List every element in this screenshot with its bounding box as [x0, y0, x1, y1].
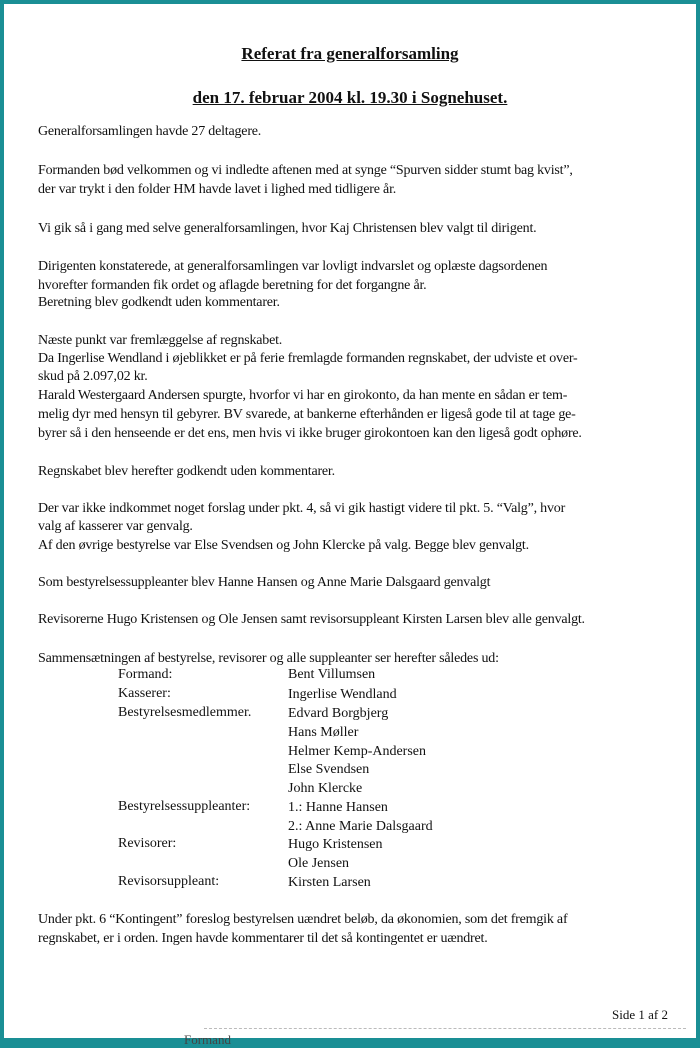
- paragraph-line: melig dyr med hensyn til gebyrer. BV svarede, at bankerne efterhånden er ligeså gode til at tage ge-: [38, 407, 576, 422]
- paragraph-line: Dirigenten konstaterede, at generalforsamlingen var lovligt indvarslet og oplæste dagsordenen: [38, 259, 548, 274]
- paragraph-line: Næste punkt var fremlæggelse af regnskabet.: [38, 333, 283, 348]
- paragraph-line: Under pkt. 6 “Kontingent” foreslog bestyrelsen uændret beløb, da økonomien, som det fremgik af: [38, 912, 568, 927]
- roster-value: 2.: Anne Marie Dalsgaard: [288, 819, 433, 834]
- paragraph-line: valg af kasserer var genvalg.: [38, 519, 193, 534]
- roster-value: Bent Villumsen: [288, 667, 376, 682]
- page-number: Side 1 af 2: [612, 1007, 668, 1022]
- document-page: [4, 4, 696, 1047]
- paragraph-line: regnskabet, er i orden. Ingen havde kommentarer til det så kontingentet er uændret.: [38, 931, 488, 946]
- document-title: Referat fra generalforsamling: [241, 44, 459, 63]
- roster-value: 1.: Hanne Hansen: [288, 800, 388, 815]
- paragraph-line: byrer så i den henseende er det ens, men hvis vi ikke bruger girokontoen kan den ligeså godt ophøre.: [38, 426, 582, 441]
- roster-label: Formand:: [118, 667, 173, 682]
- document-subtitle: den 17. februar 2004 kl. 19.30 i Sognehuset.: [192, 88, 508, 107]
- roster-value: Else Svendsen: [288, 762, 370, 777]
- paragraph-line: Formanden bød velkommen og vi indledte aftenen med at synge “Spurven sidder stumt bag kvist”,: [38, 163, 573, 178]
- cutoff-text: Formand: [184, 1032, 231, 1047]
- roster-label: Bestyrelsessuppleanter:: [118, 799, 251, 814]
- paragraph-line: Generalforsamlingen havde 27 deltagere.: [38, 124, 262, 139]
- roster-value: Edvard Borgbjerg: [288, 706, 389, 721]
- roster-value: John Klercke: [288, 781, 363, 796]
- footer-divider: [204, 1028, 686, 1029]
- paragraph-line: Af den øvrige bestyrelse var Else Svendsen og John Klercke på valg. Begge blev genvalgt.: [38, 538, 529, 553]
- roster-label: Revisorsuppleant:: [118, 874, 220, 889]
- paragraph-line: Vi gik så i gang med selve generalforsamlingen, hvor Kaj Christensen blev valgt til dirigent.: [38, 221, 537, 236]
- paragraph-line: Der var ikke indkommet noget forslag under pkt. 4, så vi gik hastigt videre til pkt. 5. “Valg”, hvor: [38, 501, 566, 516]
- roster-value: Kirsten Larsen: [288, 875, 371, 890]
- paragraph-line: der var trykt i den folder HM havde lavet i lighed med tidligere år.: [38, 182, 397, 197]
- paragraph-line: Beretning blev godkendt uden kommentarer.: [38, 295, 280, 310]
- roster-label: Kasserer:: [118, 686, 171, 701]
- roster-label: Bestyrelsesmedlemmer.: [118, 705, 252, 720]
- roster-value: Hans Møller: [288, 725, 359, 740]
- paragraph-line: Sammensætningen af bestyrelse, revisorer og alle suppleanter ser herefter således ud:: [38, 651, 499, 666]
- roster-value: Helmer Kemp-Andersen: [288, 744, 427, 759]
- roster-value: Ole Jensen: [288, 856, 350, 871]
- paragraph-line: Regnskabet blev herefter godkendt uden kommentarer.: [38, 464, 335, 479]
- paragraph-line: hvorefter formanden fik ordet og aflagde beretning for det forgangne år.: [38, 278, 427, 293]
- roster-value: Hugo Kristensen: [288, 837, 383, 852]
- roster-value: Ingerlise Wendland: [288, 687, 397, 702]
- paragraph-line: Harald Westergaard Andersen spurgte, hvorfor vi har en girokonto, da han mente en sådan er tem-: [38, 388, 568, 403]
- paragraph-line: Da Ingerlise Wendland i øjeblikket er på ferie fremlagde formanden regnskabet, der udviste et over-: [38, 351, 578, 366]
- roster-label: Revisorer:: [118, 836, 177, 851]
- paragraph-line: Som bestyrelsessuppleanter blev Hanne Hansen og Anne Marie Dalsgaard genvalgt: [38, 575, 491, 590]
- paragraph-line: skud på 2.097,02 kr.: [38, 369, 148, 384]
- paragraph-line: Revisorerne Hugo Kristensen og Ole Jensen samt revisorsuppleant Kirsten Larsen blev alle genvalgt.: [38, 612, 585, 627]
